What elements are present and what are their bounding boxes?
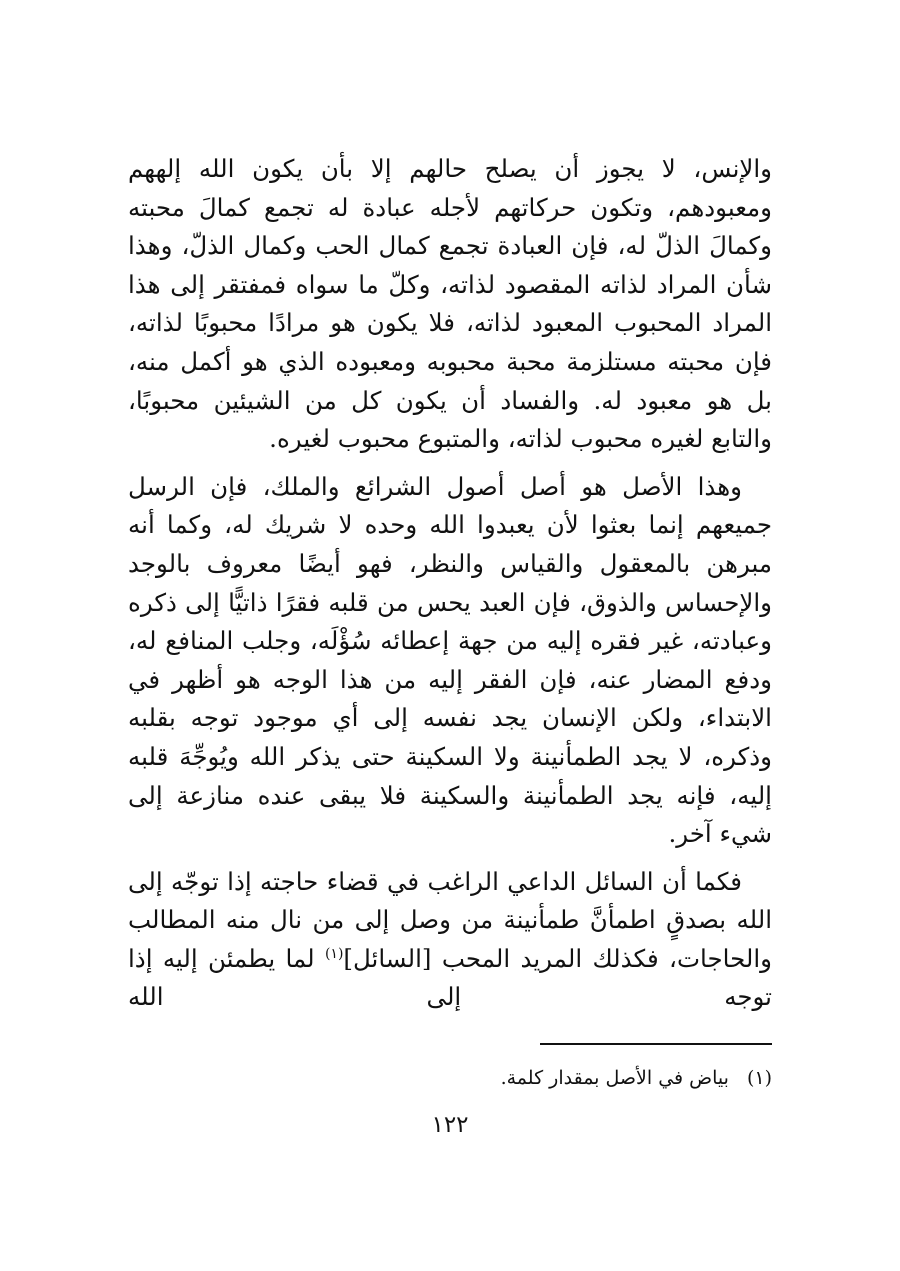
paragraph-3-text-after: لما يطمئن إليه إذا توجه إلى الله — [128, 943, 772, 1012]
paragraph-1 — [128, 150, 772, 459]
page-number: ١٢٢ — [431, 1112, 469, 1138]
footnote-reference: (١) — [324, 945, 344, 962]
footnote — [128, 1064, 772, 1092]
footnote-number: (١) — [746, 1067, 772, 1089]
paragraph-3 — [128, 863, 772, 1017]
footnote-text: بياض في الأصل بمقدار كلمة. — [500, 1067, 729, 1089]
paragraph-2-text: وهذا الأصل هو أصل أصول الشرائع والملك، فإن الرسل جميعهم إنما بعثوا لأن يعبدوا الله وحده لا شريك له، وكما أنه مبرهن بالمعقول والقياس والنظر، فهو أيضًا معروف بالوجد والإحساس والذوق، فإن العبد يحس من قلبه فقرًا ذاتيًّا إلى ذكره وعبادته، غير فقره إليه من جهة إعطائه سُؤْلَه، وجلب المنافع له، ودفع المضار عنه، فإن الفقر إليه من هذا الوجه هو أظهر في الابتداء، ولكن الإنسان يجد نفسه إلى أي موجود توجه بقلبه وذكره، لا يجد الطمأنينة ولا السكينة حتى يذكر الله ويُوجِّهَ قلبه إليه، فإنه يجد الطمأنينة والسكينة فلا يبقى عنده منازعة إلى شيء آخر. — [128, 471, 772, 849]
paragraph-3-text-before: فكما أن السائل الداعي الراغب في قضاء حاجته إذا توجّه إلى الله بصدقٍ اطمأنَّ طمأنينة من وصل إلى من نال منه المطالب والحاجات، فكذلك المريد المحب [السائل] — [128, 866, 772, 973]
paragraph-1-text: والإنس، لا يجوز أن يصلح حالهم إلا بأن يكون الله إلههم ومعبودهم، وتكون حركاتهم لأجله عبادة له تجمع كمالَ محبته وكمالَ الذلّ له، فإن العبادة تجمع كمال الحب وكمال الذلّ، وهذا شأن المراد لذاته المقصود لذاته، وكلّ ما سواه فمفتقر إلى هذا المراد المحبوب المعبود لذاته، فلا يكون هو مرادًا محبوبًا لذاته، فإن محبته مستلزمة محبة محبوبه ومعبوده الذي هو أكمل منه، بل هو معبود له. والفساد أن يكون كل من الشيئين محبوبًا، والتابع لغيره محبوب لذاته، والمتبوع محبوب لغيره. — [128, 154, 772, 454]
footnote-divider — [540, 1043, 772, 1045]
paragraph-2 — [128, 468, 772, 854]
main-text — [128, 150, 772, 1026]
